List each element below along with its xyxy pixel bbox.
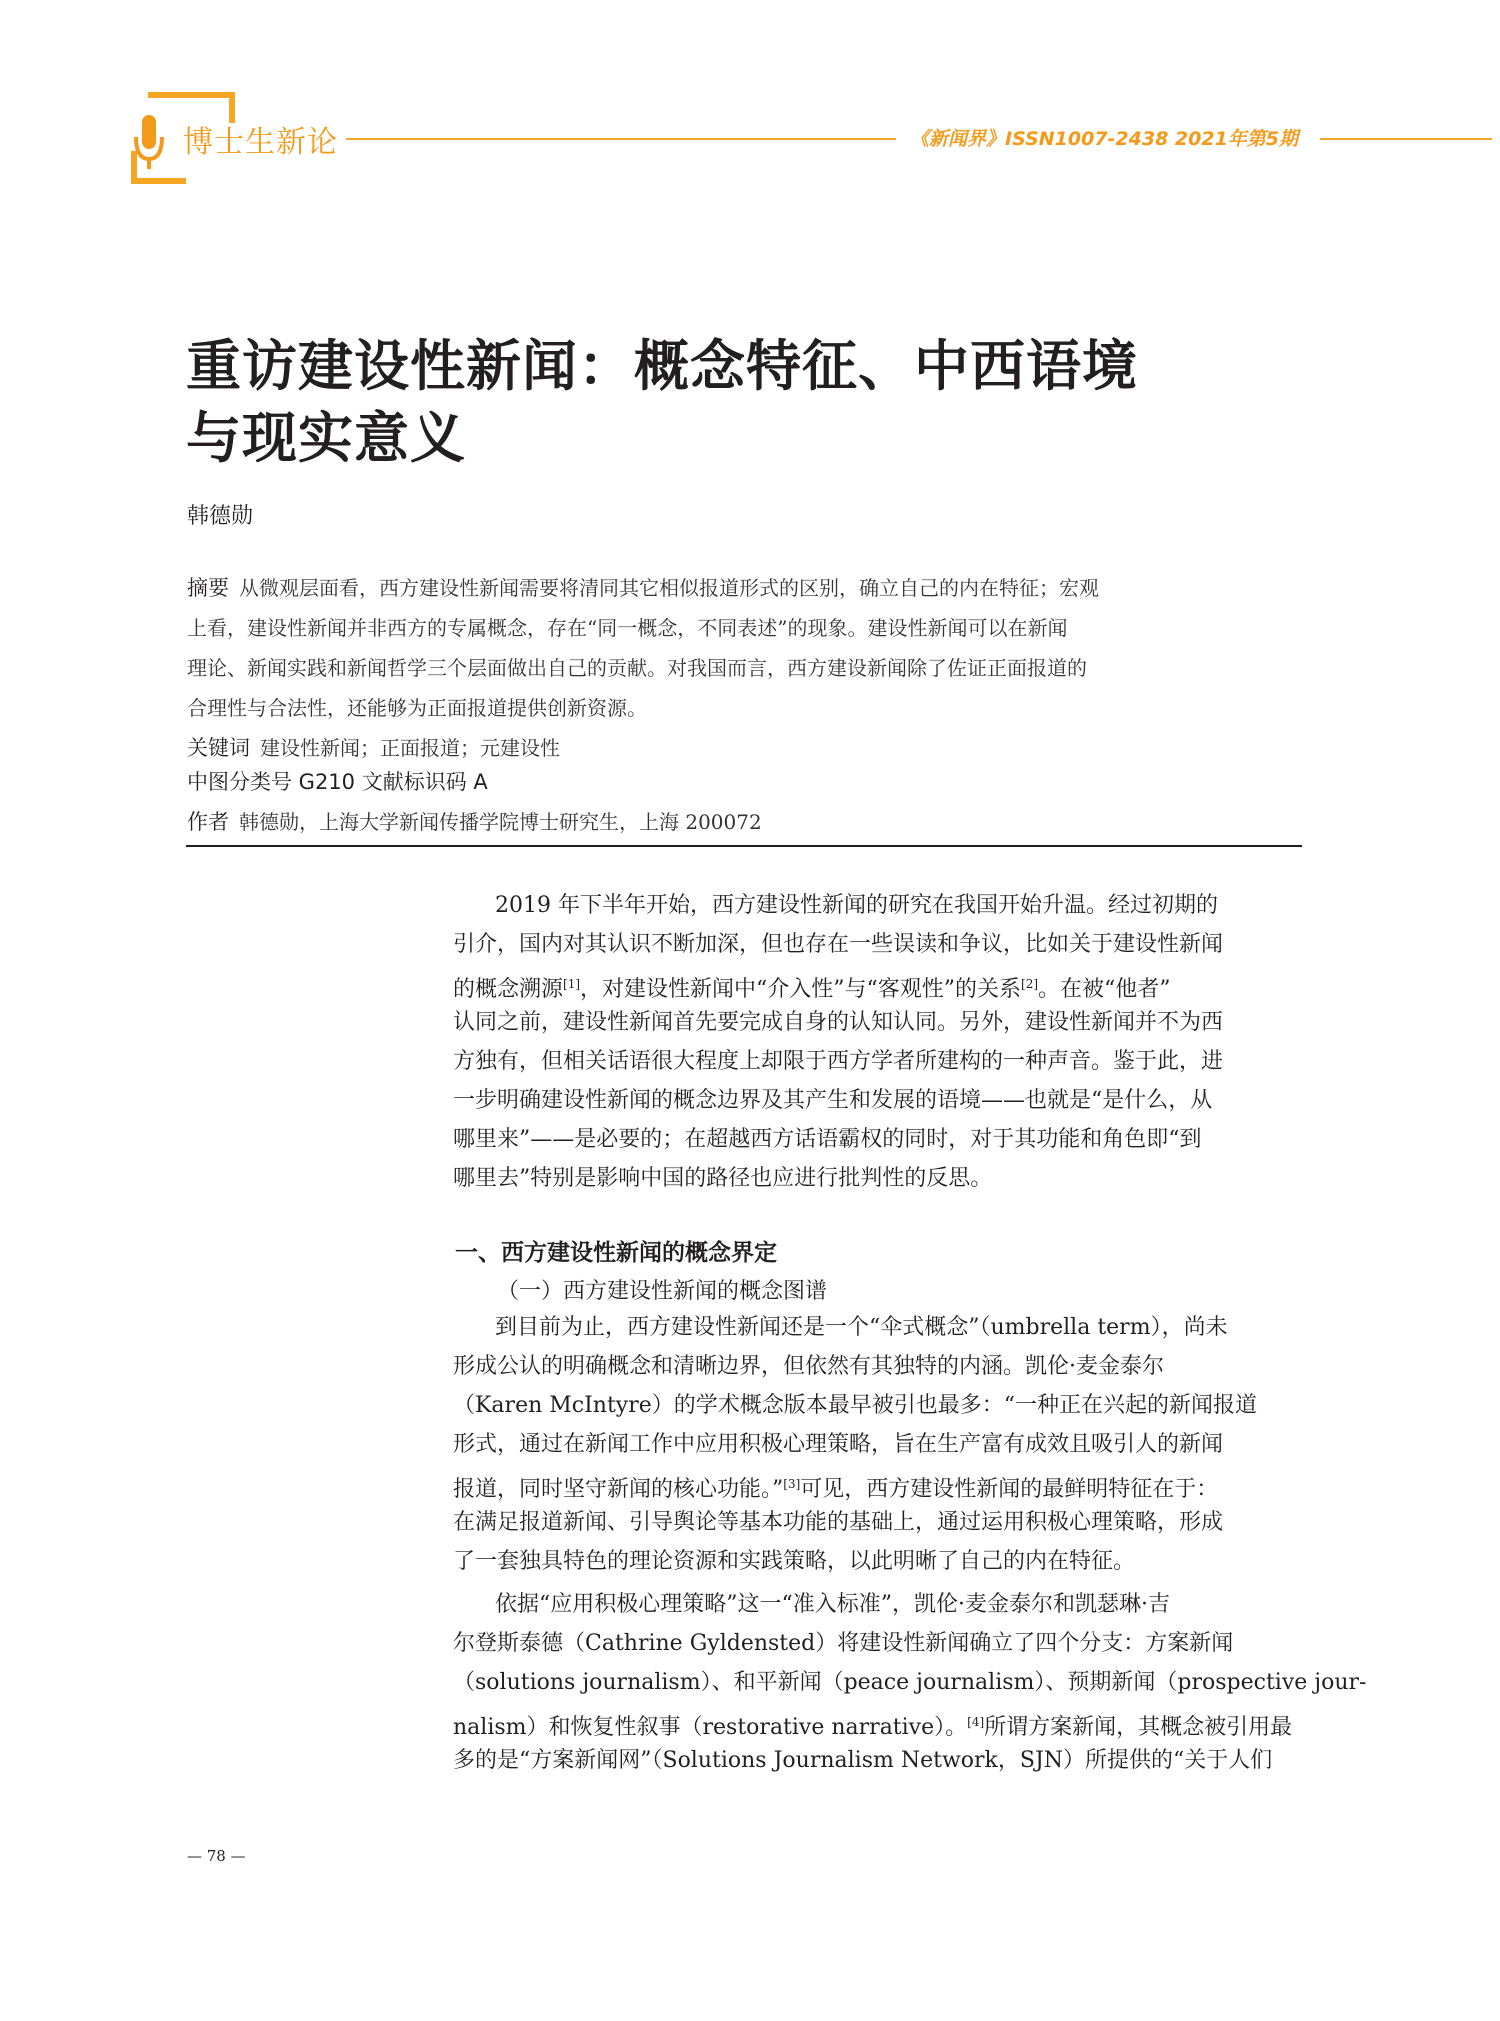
- body-line: 尔登斯泰德（Cathrine Gyldensted）将建设性新闻确立了四个分支：方案新闻: [453, 1631, 1234, 1656]
- author-info-text: 韩德勋，上海大学新闻传播学院博士研究生，上海 200072: [239, 810, 762, 834]
- article-title-line-1: 重访建设性新闻：概念特征、中西语境: [186, 333, 1139, 398]
- body-line: 形式，通过在新闻工作中应用积极心理策略，旨在生产富有成效且吸引人的新闻: [453, 1432, 1224, 1457]
- article-title-line-2: 与现实意义: [186, 405, 467, 470]
- abstract-line-3: 理论、新闻实践和新闻哲学三个层面做出自己的贡献。对我国而言，西方建设新闻除了佐证正面报道的: [187, 656, 1087, 680]
- keywords-row: [187, 728, 1302, 768]
- abstract-label: 摘要: [187, 576, 229, 600]
- section-heading: 一、西方建设性新闻的概念界定: [455, 1240, 777, 1266]
- abstract-line-4: 合理性与合法性，还能够为正面报道提供创新资源。: [187, 696, 647, 720]
- body-line: 认同之前，建设性新闻首先要完成自身的认知认同。另外，建设性新闻并不为西: [453, 1010, 1224, 1035]
- abstract: [187, 568, 1302, 768]
- body-line: 形成公认的明确概念和清晰边界，但依然有其独特的内涵。凯伦·麦金泰尔: [453, 1354, 1164, 1379]
- body-line: 依据“应用积极心理策略”这一“准入标准”，凯伦·麦金泰尔和凯瑟琳·吉: [495, 1592, 1170, 1617]
- body-line: 到目前为止，西方建设性新闻还是一个“伞式概念”（umbrella term），尚未: [495, 1315, 1228, 1340]
- body-line: 一步明确建设性新闻的概念边界及其产生和发展的语境——也就是“是什么，从: [453, 1088, 1213, 1113]
- abstract-line-2: 上看，建设性新闻并非西方的专属概念，存在“同一概念，不同表述”的现象。建设性新闻可以在新闻: [187, 616, 1068, 640]
- body-line: （solutions journalism）、和平新闻（peace journalism）、预期新闻（prospective jour-: [453, 1670, 1367, 1695]
- header-rule-left: [346, 138, 896, 140]
- body-line: 2019 年下半年开始，西方建设性新闻的研究在我国开始升温。经过初期的: [495, 893, 1218, 918]
- subsection-heading: （一）西方建设性新闻的概念图谱: [497, 1279, 828, 1304]
- body-line: （Karen McIntyre）的学术概念版本最早被引也最多：“一种正在兴起的新闻报道: [453, 1393, 1258, 1418]
- body-line: 多的是“方案新闻网”（Solutions Journalism Network，SJN）所提供的“关于人们: [453, 1748, 1273, 1773]
- body-line: 引介，国内对其认识不断加深，但也存在一些误读和争议，比如关于建设性新闻: [453, 932, 1224, 957]
- body-line: nalism）和恢复性叙事（restorative narrative）。[4]所谓方案新闻，其概念被引用最: [453, 1715, 1293, 1740]
- abstract-text: 从微观层面看，西方建设性新闻需要将清同其它相似报道形式的区别，确立自己的内在特征；宏观: [239, 576, 1099, 600]
- page-number: — 78 —: [187, 1847, 246, 1865]
- keywords-text: 建设性新闻；正面报道；元建设性: [260, 736, 560, 760]
- body-line: 哪里去”特别是影响中国的路径也应进行批判性的反思。: [453, 1166, 993, 1191]
- body-line: 的概念溯源[1]，对建设性新闻中“介入性”与“客观性”的关系[2]。在被“他者”: [453, 977, 1171, 1002]
- keywords-label: 关键词: [187, 736, 250, 760]
- header-rule-right: [1320, 138, 1492, 140]
- body-line: 哪里来”——是必要的；在超越西方话语霸权的同时，对于其功能和角色即“到: [453, 1127, 1202, 1152]
- abstract-line-1: [187, 568, 1302, 608]
- body-line: 方独有，但相关话语很大程度上却限于西方学者所建构的一种声音。鉴于此，进: [453, 1049, 1224, 1074]
- body-line: 在满足报道新闻、引导舆论等基本功能的基础上，通过运用积极心理策略，形成: [453, 1510, 1224, 1535]
- classification-code: 中图分类号 G210 文献标识码 A: [187, 770, 488, 794]
- journal-info: 《新闻界》ISSN1007-2438 2021年第5期: [910, 128, 1299, 150]
- abstract-divider: [186, 845, 1302, 847]
- author-name: 韩德勋: [187, 504, 254, 529]
- body-line: 了一套独具特色的理论资源和实践策略，以此明晰了自己的内在特征。: [453, 1549, 1136, 1574]
- body-line: 报道，同时坚守新闻的核心功能。”[3]可见，西方建设性新闻的最鲜明特征在于：: [453, 1477, 1219, 1502]
- author-info-label: 作者: [187, 810, 229, 834]
- section-label: 博士生新论: [183, 125, 338, 160]
- author-info-row: [187, 806, 762, 836]
